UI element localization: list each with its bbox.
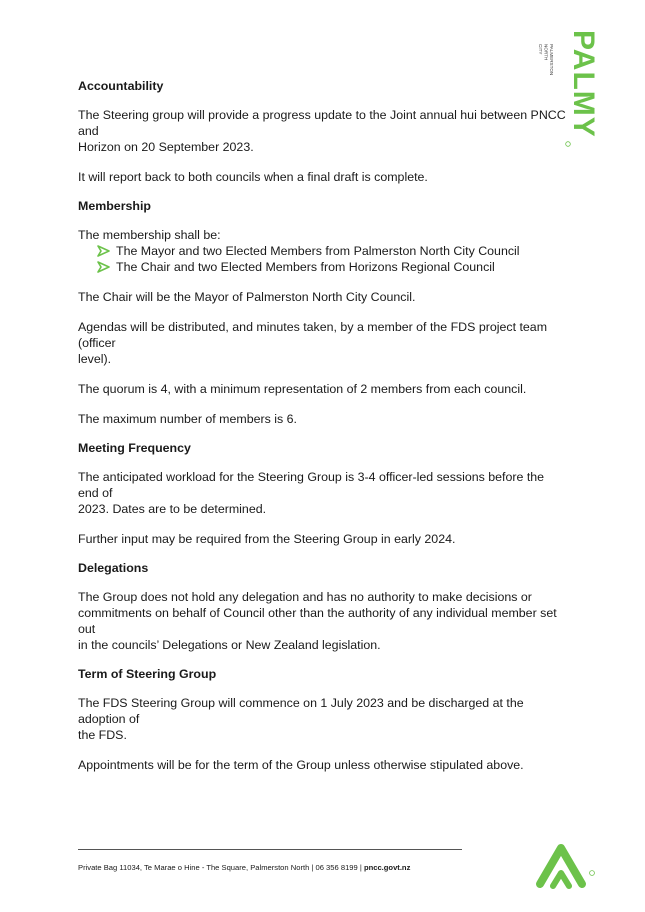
delegations-line1: The Group does not hold any delegation and has no authority to make decisions or <box>78 590 532 604</box>
accountability-p1-line2: Horizon on 20 September 2023. <box>78 140 254 154</box>
document-body <box>78 78 568 773</box>
membership-agendas-line2: level). <box>78 352 112 366</box>
meeting-frequency-p2: Further input may be required from the Steering Group in early 2024. <box>78 532 456 546</box>
accountability-heading: Accountability <box>78 79 164 93</box>
term-p1-line1: The FDS Steering Group will commence on 1 July 2023 and be discharged at the adoption of <box>78 696 524 726</box>
membership-heading: Membership <box>78 199 151 213</box>
term-p1-line2: the FDS. <box>78 728 127 742</box>
membership-agendas-line1: Agendas will be distributed, and minutes taken, by a member of the FDS project team (officer <box>78 320 548 350</box>
delegations-heading: Delegations <box>78 561 149 575</box>
membership-quorum: The quorum is 4, with a minimum representation of 2 members from each council. <box>78 382 527 396</box>
palmy-mark-icon <box>534 840 600 892</box>
meeting-frequency-p1-line2: 2023. Dates are to be determined. <box>78 502 267 516</box>
delegations-line3: in the councils’ Delegations or New Zealand legislation. <box>78 638 381 652</box>
palmy-wordmark: PALMY <box>567 30 600 138</box>
term-heading: Term of Steering Group <box>78 667 217 681</box>
tagline-line-2: NORTH <box>543 44 549 61</box>
list-item <box>78 259 568 275</box>
delegations-line2: commitments on behalf of Council other than the authority of any individual member set out <box>78 606 557 636</box>
list-item <box>78 243 568 259</box>
meeting-frequency-p1-line1: The anticipated workload for the Steering Group is 3-4 officer-led sessions before the end of <box>78 470 545 500</box>
tagline-line-3: CITY <box>538 44 543 55</box>
membership-item-2: The Chair and two Elected Members from Horizons Regional Council <box>116 260 495 274</box>
accountability-p1-line1: The Steering group will provide a progress update to the Joint annual hui between PNCC and <box>78 108 566 138</box>
footer-address: Private Bag 11034, Te Marae o Hine - The Square, Palmerston North | 06 356 8199 | <box>78 863 362 872</box>
membership-item-1: The Mayor and two Elected Members from Palmerston North City Council <box>116 244 520 258</box>
membership-chair: The Chair will be the Mayor of Palmerston North City Council. <box>78 290 416 304</box>
footer <box>78 863 410 873</box>
tagline-line-1: PALMERSTON <box>549 44 554 76</box>
membership-maximum: The maximum number of members is 6. <box>78 412 297 426</box>
membership-intro: The membership shall be: <box>78 228 221 242</box>
footer-divider <box>78 849 462 850</box>
accountability-p2: It will report back to both councils when a final draft is complete. <box>78 170 428 184</box>
footer-website-link[interactable]: pncc.govt.nz <box>363 863 411 872</box>
arrow-bullet-icon <box>97 245 111 257</box>
term-p2: Appointments will be for the term of the Group unless otherwise stipulated above. <box>78 758 524 772</box>
arrow-bullet-icon <box>97 261 111 273</box>
membership-list <box>78 243 568 275</box>
meeting-frequency-heading: Meeting Frequency <box>78 441 191 455</box>
